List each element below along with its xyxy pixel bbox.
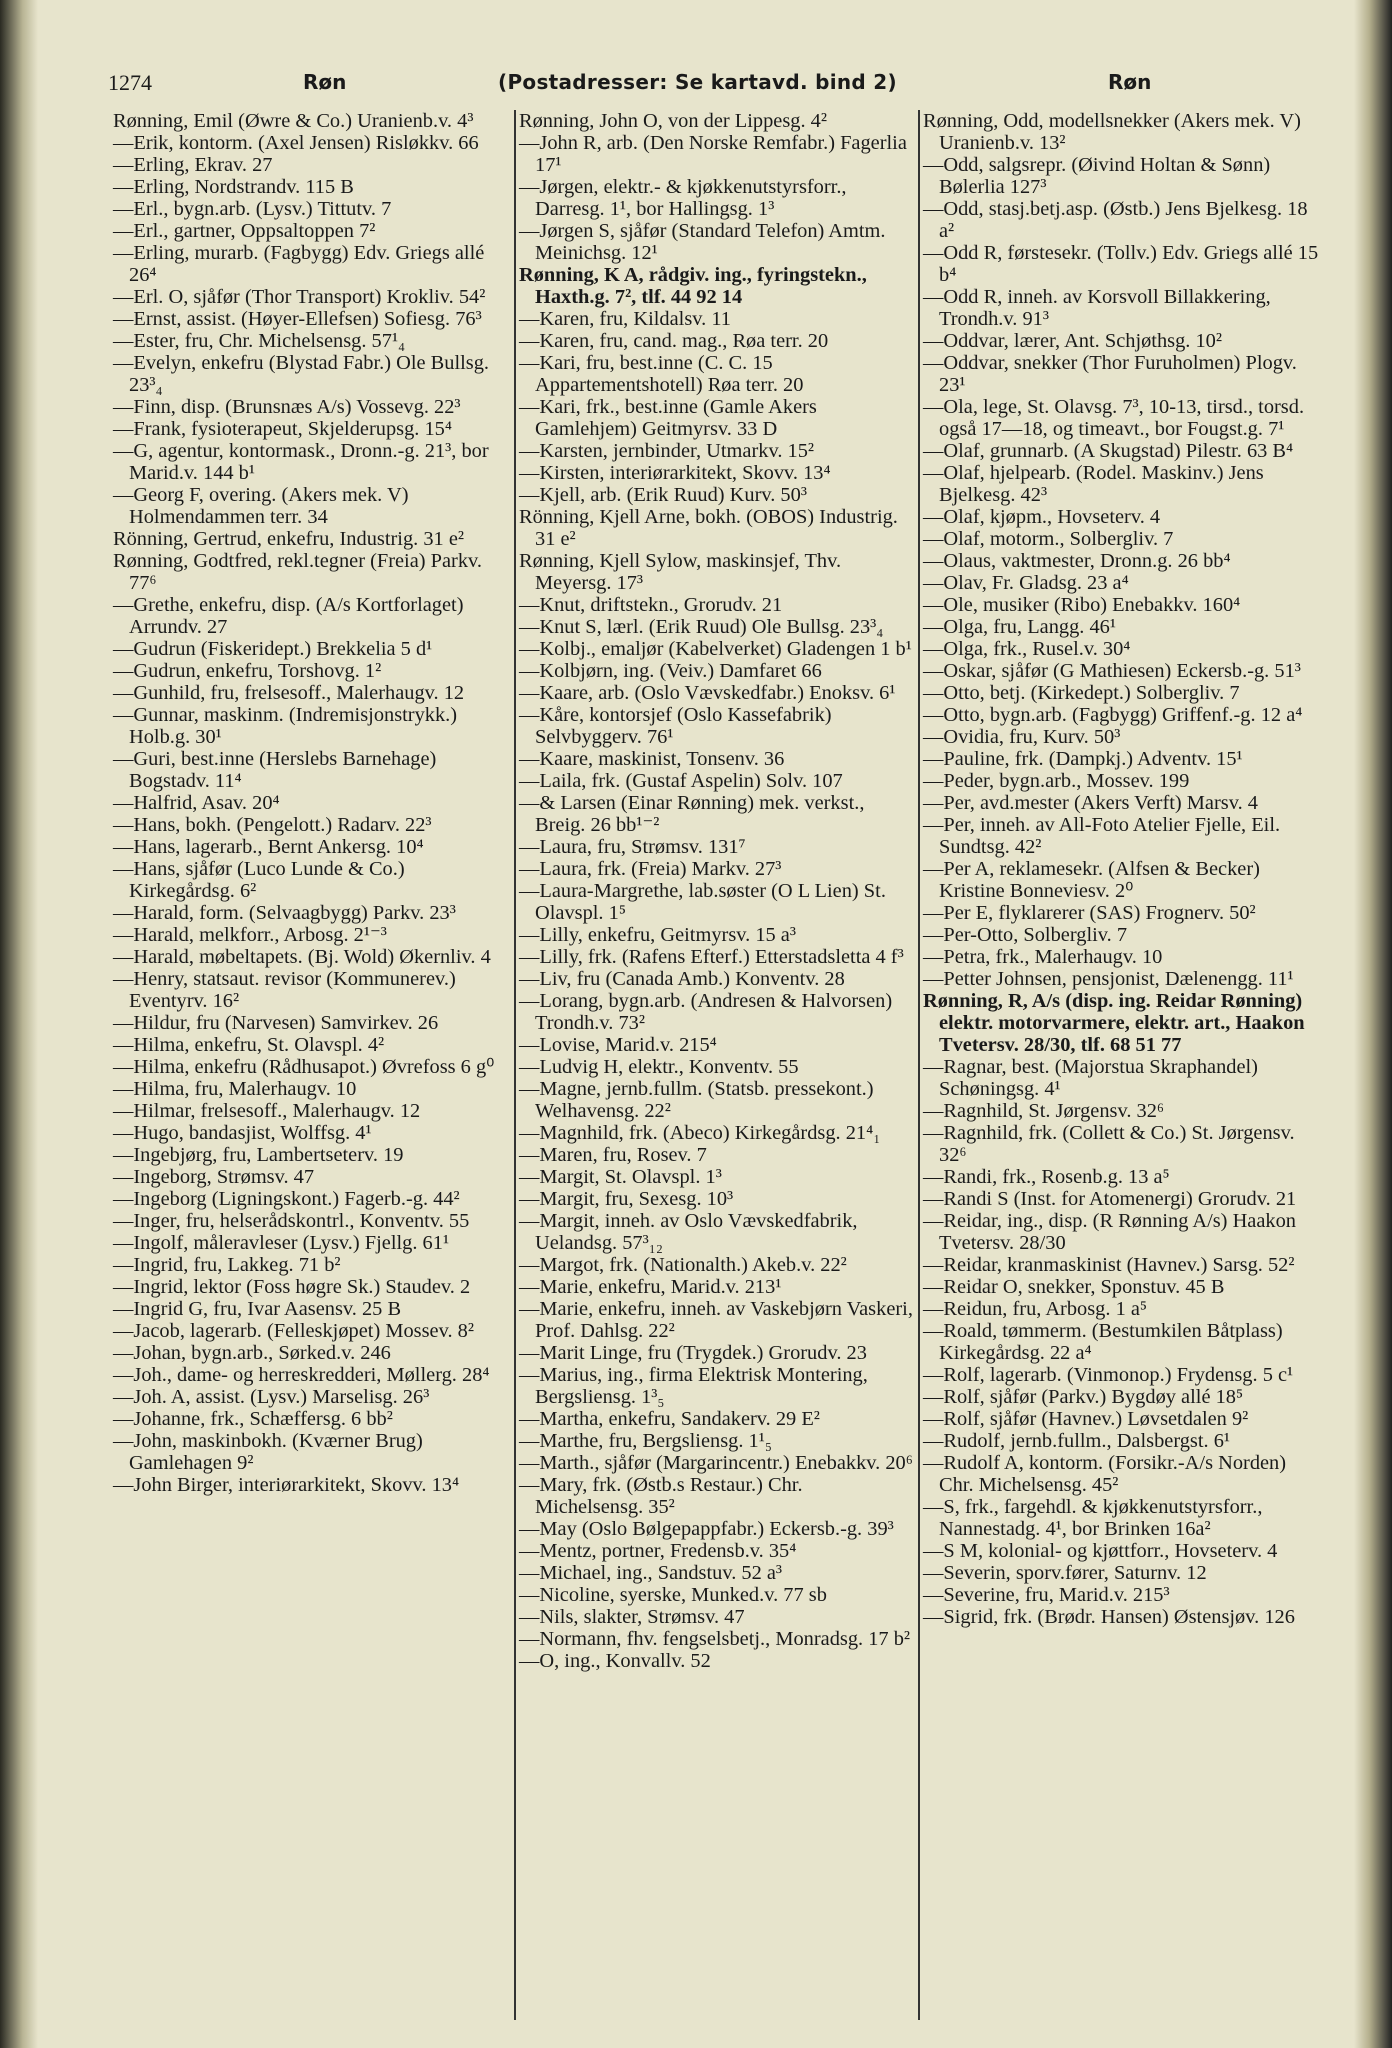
column-1 xyxy=(110,110,514,2020)
directory-entry: —Otto, bygn.arb. (Fagbygg) Griffenf.-g. 12 a⁴ xyxy=(923,704,1303,726)
directory-entry: —Karen, fru, Kildalsv. 11 xyxy=(519,308,731,330)
directory-entry: —Margit, inneh. av Oslo Vævskedfabrik, Uelandsg. 57³₁₂ xyxy=(519,1210,858,1254)
directory-entry: —Rolf, sjåfør (Havnev.) Løvsetdalen 9² xyxy=(923,1408,1249,1430)
directory-entry: —Magne, jernb.fullm. (Statsb. pressekont.) Welhavensg. 22² xyxy=(519,1078,874,1122)
directory-entry: —Reidar, ing., disp. (R Rønning A/s) Haakon Tvetersv. 28/30 xyxy=(923,1210,1296,1254)
directory-entry: —Ingeborg (Ligningskont.) Fagerb.-g. 44² xyxy=(113,1188,460,1210)
directory-entry: —Odd, salgsrepr. (Øivind Holtan & Sønn) Bølerlia 127³ xyxy=(923,154,1271,198)
directory-entry: —Oskar, sjåfør (G Mathiesen) Eckersb.-g. 51³ xyxy=(923,660,1301,682)
directory-entry: —Randi, frk., Rosenb.g. 13 a⁵ xyxy=(923,1166,1170,1188)
directory-entry: —Jacob, lagerarb. (Felleskjøpet) Mossev. 8² xyxy=(113,1320,474,1342)
directory-entry: Rønning, Godtfred, rekl.tegner (Freia) Parkv. 77⁶ xyxy=(113,550,483,594)
directory-entry: —Mary, frk. (Østb.s Restaur.) Chr. Michelsensg. 35² xyxy=(519,1474,803,1518)
directory-entry: —Mentz, portner, Fredensb.v. 35⁴ xyxy=(519,1540,797,1562)
directory-entry: Rönning, Gertrud, enkefru, Industrig. 31 e² xyxy=(113,528,464,550)
directory-entry: —Olga, fru, Langg. 46¹ xyxy=(923,616,1116,638)
directory-entry: —Kolbjørn, ing. (Veiv.) Damfaret 66 xyxy=(519,660,822,682)
directory-entry: —Marie, enkefru, Marid.v. 213¹ xyxy=(519,1276,782,1298)
directory-entry: —Hans, bokh. (Pengelott.) Radarv. 22³ xyxy=(113,814,432,836)
directory-entry: —Ingebjørg, fru, Lambertseterv. 19 xyxy=(113,1144,404,1166)
directory-entry: —Per E, flyklarerer (SAS) Frognerv. 50² xyxy=(923,902,1256,924)
directory-entry: —Kjell, arb. (Erik Ruud) Kurv. 50³ xyxy=(519,484,807,506)
directory-entry: —Per-Otto, Solbergliv. 7 xyxy=(923,924,1128,946)
directory-entry: —Joh. A, assist. (Lysv.) Marselisg. 26³ xyxy=(113,1386,430,1408)
directory-entry: —Rudolf, jernb.fullm., Dalsbergst. 6¹ xyxy=(923,1430,1231,1452)
directory-entry: —Hugo, bandasjist, Wolffsg. 4¹ xyxy=(113,1122,372,1144)
directory-entry: —Knut S, lærl. (Erik Ruud) Ole Bullsg. 23³₄ xyxy=(519,616,884,638)
directory-entry: —Rolf, sjåfør (Parkv.) Bygdøy allé 18⁵ xyxy=(923,1386,1244,1408)
directory-entry: —Lovise, Marid.v. 215⁴ xyxy=(519,1034,717,1056)
directory-entry: —Ingrid, fru, Lakkeg. 71 b² xyxy=(113,1254,341,1276)
directory-entry: —John, maskinbokh. (Kværner Brug) Gamlehagen 9² xyxy=(113,1430,423,1474)
directory-entry: —Olav, Fr. Gladsg. 23 a⁴ xyxy=(923,572,1129,594)
directory-entry: —Marth., sjåfør (Margarincentr.) Enebakkv. 20⁶ xyxy=(519,1452,913,1474)
directory-entry: Rönning, Kjell Arne, bokh. (OBOS) Industrig. 31 e² xyxy=(519,506,898,550)
directory-entry: —Marie, enkefru, inneh. av Vaskebjørn Vaskeri, Prof. Dahlsg. 22² xyxy=(519,1298,913,1342)
directory-entry: —Ola, lege, St. Olavsg. 7³, 10-13, tirsd., torsd. også 17—18, og timeavt., bor Fougst.g. 7¹ xyxy=(923,396,1305,440)
directory-entry: —Hilmar, frelsesoff., Malerhaugv. 12 xyxy=(113,1100,421,1122)
directory-entry: —Jørgen S, sjåfør (Standard Telefon) Amtm. Meinichsg. 12¹ xyxy=(519,220,886,264)
directory-entry: —Frank, fysioterapeut, Skjelderupsg. 15⁴ xyxy=(113,418,452,440)
directory-entry: —Ragnhild, St. Jørgensv. 32⁶ xyxy=(923,1100,1165,1122)
directory-entry: —Laura-Margrethe, lab.søster (O L Lien) St. Olavspl. 1⁵ xyxy=(519,880,886,924)
directory-entry: —Halfrid, Asav. 20⁴ xyxy=(113,792,280,814)
column-3 xyxy=(918,110,1322,2020)
directory-entry: —Henry, statsaut. revisor (Kommunerev.) Eventyrv. 16² xyxy=(113,968,456,1012)
directory-entry: —Reidar, kranmaskinist (Havnev.) Sarsg. 52² xyxy=(923,1254,1295,1276)
directory-entry: —Severin, sporv.fører, Saturnv. 12 xyxy=(923,1562,1207,1584)
directory-entry: —Erl., bygn.arb. (Lysv.) Tittutv. 7 xyxy=(113,198,392,220)
directory-entry: —Hans, lagerarb., Bernt Ankersg. 10⁴ xyxy=(113,836,424,858)
directory-entry: —Kaare, arb. (Oslo Vævskedfabr.) Enoksv. 6¹ xyxy=(519,682,896,704)
directory-entry: —Margot, frk. (Nationalth.) Akeb.v. 22² xyxy=(519,1254,847,1276)
directory-entry: —Hans, sjåfør (Luco Lunde & Co.) Kirkegårdsg. 6² xyxy=(113,858,405,902)
directory-entry: —Evelyn, enkefru (Blystad Fabr.) Ole Bullsg. 23³₄ xyxy=(113,352,490,396)
directory-entry: —Grethe, enkefru, disp. (A/s Kortforlaget) Arrundv. 27 xyxy=(113,594,464,638)
directory-entry: —Odd R, førstesekr. (Tollv.) Edv. Griegs allé 15 b⁴ xyxy=(923,242,1319,286)
directory-entry: —Erl. O, sjåfør (Thor Transport) Krokliv. 54² xyxy=(113,286,486,308)
directory-entry: —Olaf, hjelpearb. (Rodel. Maskinv.) Jens Bjelkesg. 42³ xyxy=(923,462,1264,506)
directory-entry: —Ingeborg, Strømsv. 47 xyxy=(113,1166,315,1188)
directory-entry: —Margit, St. Olavspl. 1³ xyxy=(519,1166,722,1188)
directory-entry: —Lilly, enkefru, Geitmyrsv. 15 a³ xyxy=(519,924,796,946)
directory-entry: —Harald, form. (Selvaagbygg) Parkv. 23³ xyxy=(113,902,456,924)
directory-entry: —Oddvar, snekker (Thor Furuholmen) Plogv. 23¹ xyxy=(923,352,1297,396)
directory-entry: —Hilma, fru, Malerhaugv. 10 xyxy=(113,1078,357,1100)
directory-entry: —Finn, disp. (Brunsnæs A/s) Vossevg. 22³ xyxy=(113,396,461,418)
directory-entry: —Rolf, lagerarb. (Vinmonop.) Frydensg. 5 c¹ xyxy=(923,1364,1294,1386)
directory-entry: —Petter Johnsen, pensjonist, Dælenengg. 11¹ xyxy=(923,968,1294,990)
directory-entry: —Harald, møbeltapets. (Bj. Wold) Økernliv. 4 xyxy=(113,946,491,968)
left-page-edge xyxy=(0,0,38,2048)
directory-entry: —Nicoline, syerske, Munked.v. 77 sb xyxy=(519,1584,827,1606)
directory-entry: —Marthe, fru, Bergsliensg. 1¹₅ xyxy=(519,1430,772,1452)
directory-entry: —Normann, fhv. fengselsbetj., Monradsg. 17 b² xyxy=(519,1628,911,1650)
directory-entry: —Erling, murarb. (Fagbygg) Edv. Griegs allé 26⁴ xyxy=(113,242,485,286)
directory-entry: —Kari, fru, best.inne (C. C. 15 Appartementshotell) Røa terr. 20 xyxy=(519,352,804,396)
directory-entry: —G, agentur, kontormask., Dronn.-g. 21³, bor Marid.v. 144 b¹ xyxy=(113,440,489,484)
directory-entry: —Ragnar, best. (Majorstua Skraphandel) Schøningsg. 4¹ xyxy=(923,1056,1258,1100)
directory-entry: —May (Oslo Bølgepappfabr.) Eckersb.-g. 39³ xyxy=(519,1518,894,1540)
directory-entry: —Oddvar, lærer, Ant. Schjøthsg. 10² xyxy=(923,330,1222,352)
directory-entry: Rønning, Emil (Øwre & Co.) Uranienb.v. 4³ xyxy=(113,110,474,132)
directory-entry: —Per, inneh. av All-Foto Atelier Fjelle, Eil. Sundtsg. 42² xyxy=(923,814,1281,858)
directory-entry: —Per, avd.mester (Akers Verft) Marsv. 4 xyxy=(923,792,1258,814)
directory-entry: —Ole, musiker (Ribo) Enebakkv. 160⁴ xyxy=(923,594,1241,616)
directory-entry: Rønning, K A, rådgiv. ing., fyringstekn., Haxth.g. 7², tlf. 44 92 14 xyxy=(519,264,867,308)
directory-entry: —Marius, ing., firma Elektrisk Montering, Bergsliensg. 1³₅ xyxy=(519,1364,868,1408)
directory-entry: —Maren, fru, Rosev. 7 xyxy=(519,1144,707,1166)
directory-entry: —Inger, fru, helserådskontrl., Konventv. 55 xyxy=(113,1210,470,1232)
directory-entry: —Knut, driftstekn., Grorudv. 21 xyxy=(519,594,783,616)
directory-entry: —Rudolf A, kontorm. (Forsikr.-A/s Norden) Chr. Michelsensg. 45² xyxy=(923,1452,1287,1496)
directory-entry: —Erik, kontorm. (Axel Jensen) Risløkkv. 66 xyxy=(113,132,479,154)
directory-entry: —Erling, Nordstrandv. 115 B xyxy=(113,176,354,198)
directory-entry: —Hilma, enkefru (Rådhusapot.) Øvrefoss 6 g⁰ xyxy=(113,1056,495,1078)
directory-entry: —Magnhild, frk. (Abeco) Kirkegårdsg. 21⁴₁ xyxy=(519,1122,881,1144)
directory-entry: —S, frk., fargehdl. & kjøkkenutstyrsforr., Nannestadg. 4¹, bor Brinken 16a² xyxy=(923,1496,1263,1540)
directory-columns xyxy=(110,110,1324,2020)
directory-entry: —Gudrun, enkefru, Torshovg. 1² xyxy=(113,660,382,682)
directory-entry: —Laura, fru, Strømsv. 131⁷ xyxy=(519,836,746,858)
directory-entry: —Hilma, enkefru, St. Olavspl. 4² xyxy=(113,1034,385,1056)
directory-entry: —Reidun, fru, Arbosg. 1 a⁵ xyxy=(923,1298,1148,1320)
directory-entry: —Ester, fru, Chr. Michelsensg. 57¹₄ xyxy=(113,330,406,352)
directory-entry: —Olaf, motorm., Solbergliv. 7 xyxy=(923,528,1174,550)
directory-entry: —O, ing., Konvallv. 52 xyxy=(519,1650,711,1672)
directory-entry: —Gunhild, fru, frelsesoff., Malerhaugv. 12 xyxy=(113,682,465,704)
directory-entry: —Kari, frk., best.inne (Gamle Akers Gamlehjem) Geitmyrsv. 33 D xyxy=(519,396,817,440)
directory-entry: —Per A, reklamesekr. (Alfsen & Becker) Kristine Bonneviesv. 2⁰ xyxy=(923,858,1260,902)
header-center: (Postadresser: Se kartavd. bind 2) xyxy=(498,70,897,94)
page-number: 1274 xyxy=(108,70,152,95)
directory-entry: —Ingrid G, fru, Ivar Aasensv. 25 B xyxy=(113,1298,402,1320)
directory-entry: —Harald, melkforr., Arbosg. 2¹⁻³ xyxy=(113,924,387,946)
directory-entry: —Petra, frk., Malerhaugv. 10 xyxy=(923,946,1163,968)
directory-entry: —Ernst, assist. (Høyer-Ellefsen) Sofiesg. 76³ xyxy=(113,308,482,330)
directory-entry: —Ovidia, fru, Kurv. 50³ xyxy=(923,726,1121,748)
page-header xyxy=(108,66,1328,106)
directory-entry: —Johan, bygn.arb., Sørked.v. 246 xyxy=(113,1342,391,1364)
directory-entry: —Peder, bygn.arb., Mossev. 199 xyxy=(923,770,1190,792)
directory-entry: —Kolbj., emaljør (Kabelverket) Gladengen 1 b¹ xyxy=(519,638,912,660)
directory-entry: —Pauline, frk. (Dampkj.) Adventv. 15¹ xyxy=(923,748,1243,770)
directory-entry: —Kirsten, interiørarkitekt, Skovv. 13⁴ xyxy=(519,462,831,484)
directory-entry: —Laila, frk. (Gustaf Aspelin) Solv. 107 xyxy=(519,770,843,792)
directory-entry: —Marit Linge, fru (Trygdek.) Grorudv. 23 xyxy=(519,1342,867,1364)
directory-entry: —Sigrid, frk. (Brødr. Hansen) Østensjøv. 126 xyxy=(923,1606,1295,1628)
directory-entry: —Gudrun (Fiskeridept.) Brekkelia 5 d¹ xyxy=(113,638,433,660)
directory-entry: —John Birger, interiørarkitekt, Skovv. 13⁴ xyxy=(113,1474,460,1496)
directory-entry: —Olaf, grunnarb. (A Skugstad) Pilestr. 63 B⁴ xyxy=(923,440,1294,462)
directory-entry: —Hildur, fru (Narvesen) Samvirkev. 26 xyxy=(113,1012,439,1034)
directory-entry: —Guri, best.inne (Herslebs Barnehage) Bogstadv. 11⁴ xyxy=(113,748,437,792)
directory-entry: —Olga, frk., Rusel.v. 30⁴ xyxy=(923,638,1131,660)
directory-entry: —Johanne, frk., Schæffersg. 6 bb² xyxy=(113,1408,393,1430)
directory-entry: —Odd, stasj.betj.asp. (Østb.) Jens Bjelkesg. 18 a² xyxy=(923,198,1308,242)
directory-entry: —& Larsen (Einar Rønning) mek. verkst., Breig. 26 bb¹⁻² xyxy=(519,792,865,836)
directory-entry: —Olaf, kjøpm., Hovseterv. 4 xyxy=(923,506,1161,528)
directory-entry: Rønning, R, A/s (disp. ing. Reidar Rønning) elektr. motorvarmere, elektr. art., Haakon Tvetersv. 28/30, tlf. 68 51 77 xyxy=(923,990,1305,1056)
directory-entry: —S M, kolonial- og kjøttforr., Hovseterv. 4 xyxy=(923,1540,1278,1562)
header-right-word: Røn xyxy=(1108,70,1152,94)
directory-entry: —Georg F, overing. (Akers mek. V) Holmendammen terr. 34 xyxy=(113,484,409,528)
right-page-edge xyxy=(1354,0,1392,2048)
directory-entry: —Margit, fru, Sexesg. 10³ xyxy=(519,1188,734,1210)
directory-entry: —Erling, Ekrav. 27 xyxy=(113,154,273,176)
directory-entry: —Michael, ing., Sandstuv. 52 a³ xyxy=(519,1562,783,1584)
directory-entry: —Odd R, inneh. av Korsvoll Billakkering, Trondh.v. 91³ xyxy=(923,286,1271,330)
directory-entry: —Olaus, vaktmester, Dronn.g. 26 bb⁴ xyxy=(923,550,1231,572)
directory-entry: —Liv, fru (Canada Amb.) Konventv. 28 xyxy=(519,968,845,990)
directory-entry: —Ludvig H, elektr., Konventv. 55 xyxy=(519,1056,799,1078)
directory-entry: —Kåre, kontorsjef (Oslo Kassefabrik) Selvbyggerv. 76¹ xyxy=(519,704,832,748)
directory-entry: —Severine, fru, Marid.v. 215³ xyxy=(923,1584,1170,1606)
directory-entry: —Roald, tømmerm. (Bestumkilen Båtplass) Kirkegårdsg. 22 a⁴ xyxy=(923,1320,1283,1364)
directory-entry: —Joh., dame- og herreskredderi, Møllerg. 28⁴ xyxy=(113,1364,490,1386)
directory-entry: —Lilly, frk. (Rafens Efterf.) Etterstadsletta 4 f³ xyxy=(519,946,904,968)
directory-entry: —Randi S (Inst. for Atomenergi) Grorudv. 21 xyxy=(923,1188,1297,1210)
directory-entry: —Ingrid, lektor (Foss høgre Sk.) Staudev. 2 xyxy=(113,1276,471,1298)
directory-entry: —Ragnhild, frk. (Collett & Co.) St. Jørgensv. 32⁶ xyxy=(923,1122,1295,1166)
header-left-word: Røn xyxy=(303,70,347,94)
directory-entry: Rønning, John O, von der Lippesg. 4² xyxy=(519,110,827,132)
directory-entry: —Gunnar, maskinm. (Indremisjonstrykk.) Holb.g. 30¹ xyxy=(113,704,458,748)
directory-entry: —Karsten, jernbinder, Utmarkv. 15² xyxy=(519,440,815,462)
directory-entry: —Jørgen, elektr.- & kjøkkenutstyrsforr., Darresg. 1¹, bor Hallingsg. 1³ xyxy=(519,176,847,220)
directory-entry: —Martha, enkefru, Sandakerv. 29 E² xyxy=(519,1408,820,1430)
directory-entry: —Karen, fru, cand. mag., Røa terr. 20 xyxy=(519,330,829,352)
directory-entry: —Kaare, maskinist, Tonsenv. 36 xyxy=(519,748,785,770)
column-2 xyxy=(514,110,918,2020)
directory-entry: —Otto, betj. (Kirkedept.) Solbergliv. 7 xyxy=(923,682,1240,704)
directory-entry: —Erl., gartner, Oppsaltoppen 7² xyxy=(113,220,376,242)
directory-entry: Rønning, Odd, modellsnekker (Akers mek. V) Uranienb.v. 13² xyxy=(923,110,1301,154)
directory-entry: —Reidar O, snekker, Sponstuv. 45 B xyxy=(923,1276,1225,1298)
directory-entry: —Ingolf, måleravleser (Lysv.) Fjellg. 61¹ xyxy=(113,1232,450,1254)
directory-entry: —Nils, slakter, Strømsv. 47 xyxy=(519,1606,745,1628)
directory-entry: —Lorang, bygn.arb. (Andresen & Halvorsen) Trondh.v. 73² xyxy=(519,990,893,1034)
directory-entry: —John R, arb. (Den Norske Remfabr.) Fagerlia 17¹ xyxy=(519,132,907,176)
directory-entry: —Laura, frk. (Freia) Markv. 27³ xyxy=(519,858,782,880)
directory-entry: Rønning, Kjell Sylow, maskinsjef, Thv. Meyersg. 17³ xyxy=(519,550,842,594)
